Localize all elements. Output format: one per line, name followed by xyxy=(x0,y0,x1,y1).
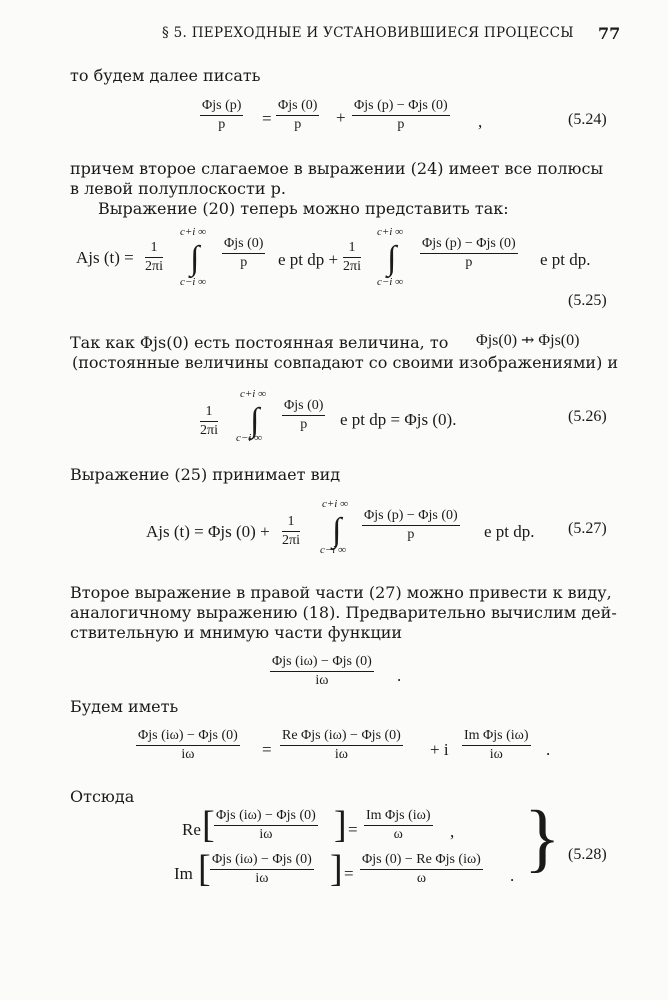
integral-sign: ∫ xyxy=(190,240,200,277)
fraction: $\frac{1}{2\pi i}$ xyxy=(145,240,163,274)
fraction: Φjs (iω) − Φjs (0) iω xyxy=(272,654,372,688)
fraction: Φjs (iω) − Φjs (0) iω xyxy=(138,728,238,762)
paragraph-line: (постоянные величины совпадают со своими изображениями) и xyxy=(72,353,619,372)
fraction: Φjs (0) p xyxy=(278,98,318,132)
equation-number: (5.24) xyxy=(568,111,607,128)
fraction: Φjs (0) − Re Φjs (iω) ω xyxy=(362,852,481,886)
equation-number: (5.28) xyxy=(568,846,607,863)
fraction: $\frac{1}{2\pi i}$ xyxy=(200,404,218,438)
equation-number: (5.27) xyxy=(568,520,607,537)
fraction: Φjs (0) p xyxy=(284,398,324,432)
paragraph-line: причем второе слагаемое в выражении (24) имеет все полюсы xyxy=(70,159,604,178)
fraction: Im Φjs (iω) ω xyxy=(366,808,431,842)
fraction: Re Φjs (iω) − Φjs (0) iω xyxy=(282,728,401,762)
fraction: $\frac{1}{2\pi i}$ xyxy=(343,240,361,274)
fraction: Im Φjs (iω) iω xyxy=(464,728,529,762)
integral-sign: ∫ xyxy=(387,240,397,277)
fraction: Φjs (iω) − Φjs (0) iω xyxy=(212,852,312,886)
fraction: Φjs (iω) − Φjs (0) iω xyxy=(216,808,316,842)
fraction: Φjs (0) p xyxy=(224,236,264,270)
right-brace: } xyxy=(524,796,561,880)
paragraph-line: Второе выражение в правой части (27) можно привести к виду, xyxy=(70,583,612,602)
equation-number: (5.26) xyxy=(568,408,607,425)
paragraph-line: Выражение (20) теперь можно представить так: xyxy=(98,199,509,218)
paragraph-line: Выражение (25) принимает вид xyxy=(70,465,341,484)
fraction: Φjs (p) − Φjs (0) p xyxy=(364,508,458,542)
paragraph-line: Будем иметь xyxy=(70,697,179,716)
integral-sign: ∫ xyxy=(250,402,260,439)
page-number: 77 xyxy=(598,24,621,43)
fraction: Φjs (p) − Φjs (0) p xyxy=(354,98,448,132)
fraction: Φjs (p) p xyxy=(202,98,242,132)
paragraph-intro: то будем далее писать xyxy=(70,66,261,85)
paragraph-line: Отсюда xyxy=(70,787,135,806)
fraction: Φjs (p) − Φjs (0) p xyxy=(422,236,516,270)
paragraph-line: аналогичному выражению (18). Предварительно вычислим дей- xyxy=(70,603,617,622)
paragraph-line: Так как Φjs(0) есть постоянная величина, то xyxy=(70,333,449,352)
running-header: § 5. ПЕРЕХОДНЫЕ И УСТАНОВИВШИЕСЯ ПРОЦЕССЫ xyxy=(162,25,574,41)
paragraph-line: в левой полуплоскости p. xyxy=(70,179,286,198)
equation-number: (5.25) xyxy=(568,292,607,309)
inline-transform: Φjs(0) ⇸ Φjs(0) xyxy=(476,332,580,349)
fraction: $\frac{1}{2\pi i}$ xyxy=(282,514,300,548)
integral-sign: ∫ xyxy=(332,512,342,549)
paragraph-line: ствительную и мнимую части функции xyxy=(70,623,403,642)
